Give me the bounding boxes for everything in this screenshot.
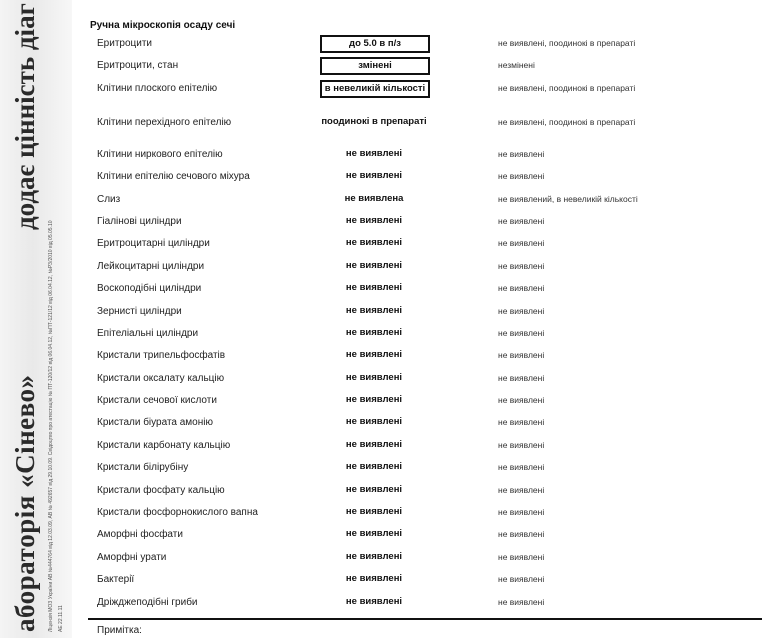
table-row xyxy=(0,345,770,367)
reference-value: не виявлені xyxy=(498,148,545,159)
reference-value: не виявлені xyxy=(498,417,545,428)
reference-value: не виявлені xyxy=(498,372,545,383)
test-name: Клітини ниркового епітелію xyxy=(97,148,223,160)
reference-value: не виявлені xyxy=(498,395,545,406)
test-result: не виявлені xyxy=(345,528,403,540)
table-row xyxy=(0,33,770,55)
test-result: не виявлені xyxy=(345,506,403,518)
reference-value: не виявлені xyxy=(498,238,545,249)
table-row xyxy=(0,368,770,390)
table-row xyxy=(0,211,770,233)
test-name: Клітини плоского епітелію xyxy=(97,82,218,94)
test-name: Еритроцити xyxy=(97,38,152,49)
reference-value: не виявлені xyxy=(498,327,545,338)
table-row xyxy=(0,301,770,323)
test-result: не виявлені xyxy=(345,550,403,562)
table-row xyxy=(0,278,770,300)
test-result: до 5.0 в п/з xyxy=(320,35,430,53)
test-name: Лейкоцитарні циліндри xyxy=(97,260,205,272)
reference-value: не виявлені, поодинокі в препараті xyxy=(498,82,636,93)
test-result: в невеликій кількості xyxy=(320,80,430,98)
table-row xyxy=(0,112,770,144)
table-row xyxy=(0,323,770,345)
test-name: Кристали білірубіну xyxy=(97,462,189,474)
reference-value: не виявлені xyxy=(498,439,545,450)
table-row xyxy=(0,189,770,211)
reference-value: не виявлені xyxy=(498,484,545,495)
test-result: не виявлені xyxy=(345,282,403,294)
table-row xyxy=(0,166,770,188)
test-result: не виявлені xyxy=(345,304,403,316)
brand-slogan: додає цінність діаг xyxy=(10,3,40,230)
test-result: не виявлені xyxy=(345,461,403,473)
brand-name: аборатoрія «Сінево» xyxy=(10,374,40,632)
reference-value: не виявлені xyxy=(498,350,545,361)
reference-value: не виявлені xyxy=(498,283,545,294)
test-result: поодинокі в препараті xyxy=(321,115,427,127)
reference-value: не виявлені xyxy=(498,462,545,473)
note-label: Примітка: xyxy=(97,625,142,636)
reference-value: незмінені xyxy=(498,60,535,71)
table-row xyxy=(0,256,770,278)
test-result: не виявлені xyxy=(345,326,403,338)
test-result: не виявлені xyxy=(345,371,403,383)
table-row xyxy=(0,480,770,502)
test-result: не виявлені xyxy=(345,259,403,271)
test-name: Кристали фосфату кальцію xyxy=(97,484,225,496)
table-row xyxy=(0,144,770,166)
test-result: не виявлена xyxy=(344,192,404,204)
reference-value: не виявлені xyxy=(498,507,545,518)
table-row xyxy=(0,592,770,614)
table-row xyxy=(0,524,770,546)
reference-value: не виявлені xyxy=(498,551,545,562)
reference-value: не виявлені xyxy=(498,260,545,271)
table-row xyxy=(0,457,770,479)
table-row xyxy=(0,502,770,524)
license-fine-print: Ліцензія МОЗ України АВ №444764 від 12.03.09, АВ № 492657 від 29.10.09. Свідоцтво про атестацію № ПТ-120/12 від 06.04.12, №ПТ-121/12 від 06.04.12, №РЗ/2010 від 05.05.10 xyxy=(48,220,54,632)
test-result: не виявлені xyxy=(345,573,403,585)
test-result: не виявлені xyxy=(345,170,403,182)
table-row xyxy=(0,390,770,412)
test-name: Епітеліальні циліндри xyxy=(97,327,199,339)
test-result: не виявлені xyxy=(345,349,403,361)
test-name: Кристали фосфорнокислого вапна xyxy=(97,507,258,519)
table-row xyxy=(0,55,770,77)
license-fine-print-2: АЕ 22.11.11 xyxy=(58,605,64,632)
test-name: Аморфні урати xyxy=(97,551,167,563)
reference-value: не виявлені xyxy=(498,574,545,585)
test-name: Зернисті циліндри xyxy=(97,305,182,317)
test-name: Клітини перехідного епітелію xyxy=(97,116,232,128)
test-result: не виявлені xyxy=(345,438,403,450)
test-result: не виявлені xyxy=(345,416,403,428)
reference-value: не виявлений, в невеликій кількості xyxy=(498,193,638,204)
test-result: не виявлені xyxy=(345,214,403,226)
reference-value: не виявлені xyxy=(498,171,545,182)
table-row xyxy=(0,78,770,112)
results-table xyxy=(0,33,770,614)
test-name: Кристали сечової кислоти xyxy=(97,395,217,407)
test-name: Кристали оксалату кальцію xyxy=(97,372,225,384)
test-name: Кристали трипельфосфатів xyxy=(97,350,226,362)
test-result: змінені xyxy=(320,57,430,75)
test-name: Клітини епітелію сечового міхура xyxy=(97,171,250,183)
test-result: не виявлені xyxy=(345,394,403,406)
table-row xyxy=(0,435,770,457)
section-title: Ручна мікроскопія осаду сечі xyxy=(90,20,236,31)
test-name: Бактерії xyxy=(97,574,135,586)
reference-value: не виявлені xyxy=(498,596,545,607)
test-name: Дріжджеподібні гриби xyxy=(97,596,198,608)
test-result: не виявлені xyxy=(345,483,403,495)
reference-value: не виявлені xyxy=(498,215,545,226)
table-row xyxy=(0,233,770,255)
reference-value: не виявлені, поодинокі в препараті xyxy=(498,38,636,48)
test-name: Аморфні фосфати xyxy=(97,529,183,541)
test-result: не виявлені xyxy=(345,237,403,249)
test-name: Еритроцити, стан xyxy=(97,60,179,72)
reference-value: не виявлені xyxy=(498,305,545,316)
test-name: Гіалінові циліндри xyxy=(97,215,182,227)
reference-value: не виявлені xyxy=(498,529,545,540)
test-result: не виявлені xyxy=(345,595,403,607)
test-name: Слиз xyxy=(97,193,121,205)
table-row xyxy=(0,569,770,591)
table-row xyxy=(0,547,770,569)
test-name: Воскоподібні циліндри xyxy=(97,283,202,295)
test-name: Еритроцитарні циліндри xyxy=(97,238,210,250)
bottom-divider xyxy=(88,618,762,620)
test-result: не виявлені xyxy=(345,147,403,159)
test-name: Кристали біурата амонію xyxy=(97,417,213,429)
reference-value: не виявлені, поодинокі в препараті xyxy=(498,116,636,127)
table-row xyxy=(0,412,770,434)
test-name: Кристали карбонату кальцію xyxy=(97,439,231,451)
